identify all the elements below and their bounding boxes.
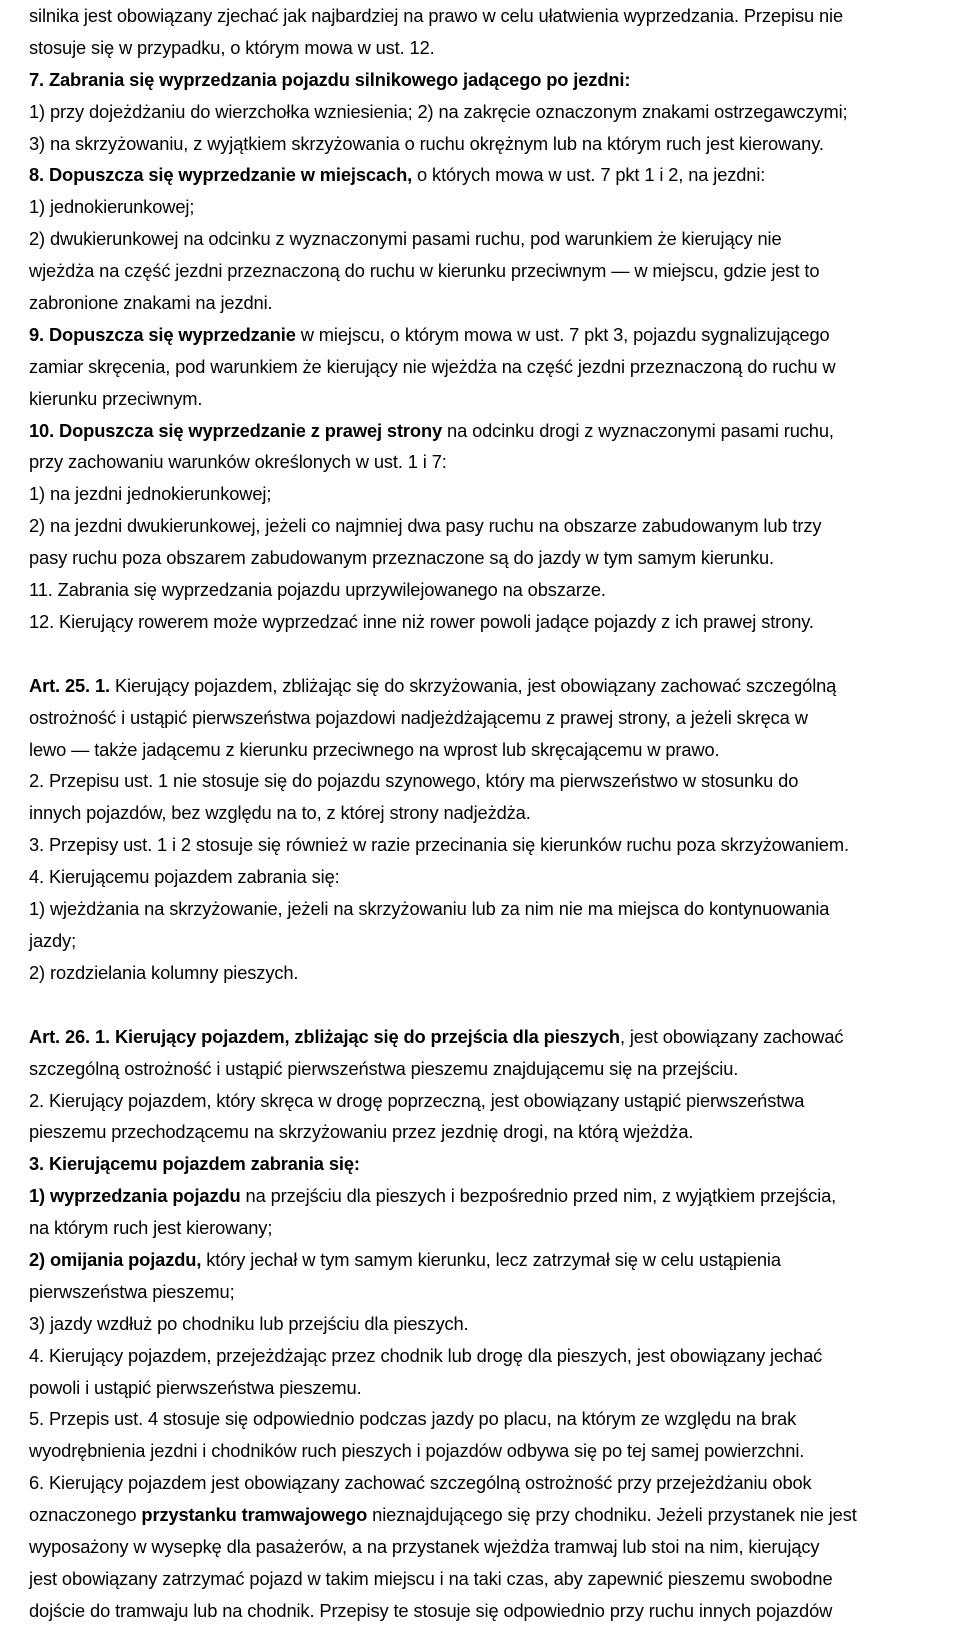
text-segment: pierwszeństwa pieszemu; [29, 1280, 235, 1302]
text-line [29, 957, 960, 989]
bold-text-segment: 8. Dopuszcza się wyprzedzanie w miejscach, [29, 164, 413, 186]
text-line [29, 1021, 960, 1053]
text-line [29, 893, 960, 925]
text-line [29, 1531, 960, 1563]
text-segment: oznaczonego [29, 1504, 142, 1526]
text-segment: 2. Przepisu ust. 1 nie stosuje się do pojazdu szynowego, który ma pierwszeństwo w stosunku do [29, 770, 799, 792]
text-line [29, 287, 960, 319]
text-segment: stosuje się w przypadku, o którym mowa w ust. 12. [29, 36, 435, 58]
text-line [29, 159, 960, 191]
text-line [29, 797, 960, 829]
paragraph-gap [29, 989, 960, 1021]
text-line [29, 446, 960, 478]
text-segment: pasy ruchu poza obszarem zabudowanym przeznaczone są do jazdy w tym samym kierunku. [29, 547, 774, 569]
text-line [29, 702, 960, 734]
text-segment: lewo — także jadącemu z kierunku przeciwnego na wprost lub skręcającemu w prawo. [29, 738, 720, 760]
text-segment: w miejscu, o którym mowa w ust. 7 pkt 3, pojazdu sygnalizującego [295, 323, 830, 345]
text-segment: zamiar skręcenia, pod warunkiem że kierujący nie wjeżdża na część jezdni przeznaczoną do ruchu w [29, 355, 836, 377]
text-segment: 11. Zabrania się wyprzedzania pojazdu uprzywilejowanego na obszarze. [29, 579, 606, 601]
text-line [29, 0, 960, 32]
text-segment: na przejściu dla pieszych i bezpośrednio przed nim, z wyjątkiem przejścia, [240, 1185, 837, 1207]
text-segment: przy zachowaniu warunków określonych w ust. 1 i 7: [29, 451, 447, 473]
text-segment: 3) jazdy wzdłuż po chodniku lub przejściu dla pieszych. [29, 1312, 469, 1334]
text-segment: 1) na jezdni jednokierunkowej; [29, 483, 272, 505]
text-line [29, 128, 960, 160]
text-segment: Kierujący pojazdem, zbliżając się do skrzyżowania, jest obowiązany zachować szczególną [109, 674, 837, 696]
text-segment: 2) na jezdni dwukierunkowej, jeżeli co najmniej dwa pasy ruchu na obszarze zabudowanym lub trzy [29, 515, 822, 537]
text-segment: jest obowiązany zatrzymać pojazd w takim miejscu i na taki czas, aby zapewnić pieszemu swobodne [29, 1567, 833, 1589]
bold-text-segment: przystanku tramwajowego [141, 1504, 368, 1526]
text-line [29, 319, 960, 351]
text-line [29, 383, 960, 415]
bold-text-segment: Art. 25. 1. [29, 674, 110, 696]
text-segment: , jest obowiązany zachować [619, 1025, 844, 1047]
text-line [29, 191, 960, 223]
text-segment: 4. Kierującemu pojazdem zabrania się: [29, 866, 340, 888]
text-segment: jazdy; [29, 929, 77, 951]
text-line [29, 829, 960, 861]
text-segment: zabronione znakami na jezdni. [29, 292, 273, 314]
text-line [29, 606, 960, 638]
text-segment: dojście do tramwaju lub na chodnik. Przepisy te stosuje się odpowiednio przy ruchu innych pojazdów [29, 1599, 833, 1621]
text-segment: kierunku przeciwnym. [29, 387, 203, 409]
text-segment: szczególną ostrożność i ustąpić pierwszeństwa pieszemu znajdującemu się na przejściu. [29, 1057, 739, 1079]
text-line [29, 734, 960, 766]
text-segment: 1) wjeżdżania na skrzyżowanie, jeżeli na skrzyżowaniu lub za nim nie ma miejsca do kontynuowania [29, 898, 830, 920]
text-segment: 1) jednokierunkowej; [29, 196, 195, 218]
bold-text-segment: 10. Dopuszcza się wyprzedzanie z prawej strony [29, 419, 443, 441]
text-segment: 3) na skrzyżowaniu, z wyjątkiem skrzyżowania o ruchu okrężnym lub na którym ruch jest kierowany. [29, 132, 824, 154]
bold-text-segment: 3. Kierującemu pojazdem zabrania się: [29, 1153, 360, 1175]
text-line [29, 1435, 960, 1467]
text-line [29, 96, 960, 128]
text-segment: pieszemu przechodzącemu na skrzyżowaniu przez jezdnię drogi, na którą wjeżdża. [29, 1121, 694, 1143]
text-line [29, 1563, 960, 1595]
text-line [29, 1180, 960, 1212]
text-segment: 1) przy dojeżdżaniu do wierzchołka wzniesienia; 2) na zakręcie oznaczonym znakami ostrzegawczymi; [29, 100, 848, 122]
text-line [29, 1116, 960, 1148]
text-line [29, 1595, 960, 1627]
paragraph-gap [29, 638, 960, 670]
text-segment: 3. Przepisy ust. 1 i 2 stosuje się również w razie przecinania się kierunków ruchu poza skrzyżowaniem. [29, 834, 849, 856]
text-line [29, 223, 960, 255]
text-segment: 2. Kierujący pojazdem, który skręca w drogę poprzeczną, jest obowiązany ustąpić pierwszeństwa [29, 1089, 805, 1111]
text-line [29, 1053, 960, 1085]
text-line [29, 925, 960, 957]
text-line [29, 1148, 960, 1180]
text-segment: na którym ruch jest kierowany; [29, 1217, 273, 1239]
text-line [29, 861, 960, 893]
text-line [29, 1372, 960, 1404]
text-segment: 2) rozdzielania kolumny pieszych. [29, 961, 299, 983]
text-line [29, 1403, 960, 1435]
text-line [29, 1212, 960, 1244]
text-line [29, 1499, 960, 1531]
text-segment: który jechał w tym samym kierunku, lecz zatrzymał się w celu ustąpienia [201, 1248, 781, 1270]
text-line [29, 478, 960, 510]
text-segment: na odcinku drogi z wyznaczonymi pasami ruchu, [442, 419, 834, 441]
text-line [29, 574, 960, 606]
text-segment: silnika jest obowiązany zjechać jak najbardziej na prawo w celu ułatwienia wyprzedzania. Przepisu nie [29, 5, 844, 26]
text-line [29, 1085, 960, 1117]
text-segment: 6. Kierujący pojazdem jest obowiązany zachować szczególną ostrożność przy przejeżdżaniu obok [29, 1472, 812, 1494]
text-line [29, 415, 960, 447]
text-segment: 12. Kierujący rowerem może wyprzedzać inne niż rower powoli jadące pojazdy z ich prawej strony. [29, 610, 814, 632]
text-segment: innych pojazdów, bez względu na to, z której strony nadjeżdża. [29, 802, 531, 824]
text-segment: wjeżdża na część jezdni przeznaczoną do ruchu w kierunku przeciwnym — w miejscu, gdzie jest to [29, 260, 820, 282]
text-line [29, 765, 960, 797]
text-segment: wyposażony w wysepkę dla pasażerów, a na przystanek wjeżdża tramwaj lub stoi na nim, kierujący [29, 1535, 820, 1557]
bold-text-segment: 2) omijania pojazdu, [29, 1248, 202, 1270]
text-line [29, 542, 960, 574]
text-segment: powoli i ustąpić pierwszeństwa pieszemu. [29, 1376, 362, 1398]
text-line [29, 32, 960, 64]
bold-text-segment: Art. 26. 1. Kierujący pojazdem, zbliżając się do przejścia dla pieszych [29, 1025, 620, 1047]
bold-text-segment: 1) wyprzedzania pojazdu [29, 1185, 241, 1207]
text-line [29, 510, 960, 542]
text-segment: 2) dwukierunkowej na odcinku z wyznaczonymi pasami ruchu, pod warunkiem że kierujący nie [29, 228, 782, 250]
text-line [29, 1467, 960, 1499]
text-segment: o których mowa w ust. 7 pkt 1 i 2, na jezdni: [412, 164, 766, 186]
text-line [29, 1244, 960, 1276]
bold-text-segment: 7. Zabrania się wyprzedzania pojazdu silnikowego jadącego po jezdni: [29, 68, 631, 90]
bold-text-segment: 9. Dopuszcza się wyprzedzanie [29, 323, 296, 345]
text-line [29, 1308, 960, 1340]
text-line [29, 64, 960, 96]
text-segment: 4. Kierujący pojazdem, przejeżdżając przez chodnik lub drogę dla pieszych, jest obowiązany jechać [29, 1344, 823, 1366]
text-line [29, 351, 960, 383]
text-segment: wyodrębnienia jezdni i chodników ruch pieszych i pojazdów odbywa się po tej samej powierzchni. [29, 1440, 805, 1462]
text-segment: ostrożność i ustąpić pierwszeństwa pojazdowi nadjeżdżającemu z prawej strony, a jeżeli skręca w [29, 706, 808, 728]
text-line [29, 255, 960, 287]
text-line [29, 1340, 960, 1372]
text-line [29, 670, 960, 702]
text-line [29, 1276, 960, 1308]
text-segment: 5. Przepis ust. 4 stosuje się odpowiednio podczas jazdy po placu, na którym ze względu na brak [29, 1408, 797, 1430]
text-segment: nieznajdującego się przy chodniku. Jeżeli przystanek nie jest [367, 1504, 857, 1526]
